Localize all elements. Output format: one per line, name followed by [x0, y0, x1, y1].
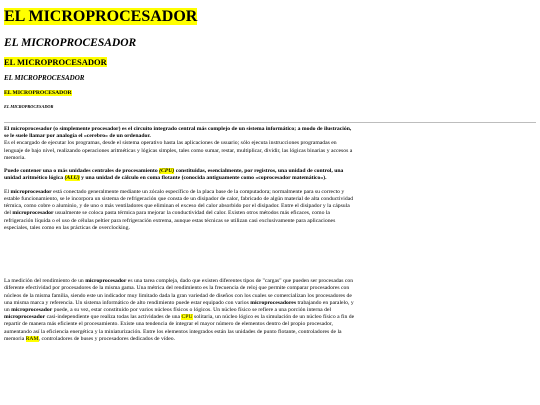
components-text-3: y una unidad de cálculo en coma flotante (conocida antiguamente como «coprocesador matemático»). — [79, 175, 327, 182]
perf-text-2: es una tarea compleja, dado que existen diferentes tipos de "cargas" que pueden ser procesadas con diferente efectividad por procesadores de la misma gama. Una métrica del rendimiento es la frecuencia de reloj que permite comparar procesadores con núcleos de la misma familia, siendo este un indicador muy limitado dada la gran variedad de diseños con los cuales se comercializan los procesadores de una misma marca y referencia. Un sistema informático de alto rendimiento puede estar equipado con varios — [4, 278, 354, 306]
article-body — [4, 126, 356, 349]
perf-term-4: microprocesador — [4, 314, 46, 321]
heading-5-text: EL MICROPROCESADOR — [4, 90, 72, 97]
paragraph-components — [4, 168, 356, 182]
heading-1 — [4, 8, 356, 26]
cooling-text-3: usualmente se coloca pasta térmica para mejorar la conductividad del calor. Existen otros métodos más eficaces, como la refrigeración líquida o el uso de células peltier para refrigeración extrema, aunque estas técnicas se utilizan casi exclusivamente para aplicaciones especiales, tales como en las prácticas de overclocking. — [4, 210, 336, 231]
cooling-text-1: El — [4, 188, 11, 195]
cooling-text-2: está conectado generalmente mediante un zócalo específico de la placa base de la computadora; normalmente para su correcto y estable funcionamiento, se le incorpora un sistema de refrigeración que consta de un disipador de calor, fabricado de algún material de alta conductividad térmica, como cobre o aluminio, y de uno o más ventiladores que eliminan el exceso del calor absorbido por el disipador. Entre el disipador y la cápsula del — [4, 188, 354, 217]
perf-text-4: puede, a su vez, estar constituido por varios núcleos físicos o lógicos. Un núcleo físico se refiere a una porción interna del — [52, 306, 332, 313]
heading-4: EL MICROPROCESADOR — [4, 74, 85, 83]
perf-text-5: casi-independiente que realiza todas las actividades de una — [45, 314, 182, 321]
perf-term-1: microprocesador — [85, 278, 127, 285]
heading-1-text: EL MICROPROCESADOR — [4, 8, 198, 25]
heading-2: EL MICROPROCESADOR — [4, 37, 137, 50]
intro-sentence: El microprocesador (o simplemente procesador) es el circuito integrado central más complejo de un sistema informático; a modo de ilustración, se le suele llamar por analogía el «cerebro» de un ordenador. — [4, 126, 352, 140]
horizontal-rule — [4, 122, 536, 123]
components-text-1: Puede contener una o más unidades centrales de procesamiento — [4, 168, 160, 175]
perf-text-6: solitaria, un núcleo lógico es la simulación de un núcleo físico a fin de repartir de manera más eficiente el procesamiento. Existe una tendencia de integrar el mayor número de elementos dentro del propio procesador, aumentando así la eficiencia energética y la miniaturización. Entre los elementos integrados están las unidades de punto flotante, controladores de la memoria — [4, 314, 355, 342]
cooling-term-1: microprocesador — [10, 188, 52, 195]
heading-6: EL MICROPROCESADOR — [4, 103, 54, 109]
perf-text-3: trabajando en paralelo, y un — [4, 299, 354, 313]
components-text-2: constituidas, esencialmente, por registros, una unidad de control, una unidad aritmético lógica — [4, 168, 344, 182]
heading-3 — [4, 58, 356, 68]
perf-text-7: , controladores de buses y procesadores dedicados de vídeo. — [38, 335, 176, 342]
alu-highlight: (ALU) — [64, 175, 80, 182]
heading-3-text: EL MICROPROCESADOR — [4, 56, 107, 67]
cpu-term-highlight: CPU — [181, 314, 193, 321]
paragraph-intro — [4, 126, 356, 162]
paragraph-gap — [4, 238, 356, 278]
cooling-term-2: microprocesador — [12, 210, 54, 217]
heading-5 — [4, 90, 356, 96]
heading-stack — [4, 8, 356, 110]
paragraph-cooling — [4, 189, 356, 232]
intro-detail: Es el encargado de ejecutar los programas, desde el sistema operativo hasta las aplicaciones de usuario; sólo ejecuta instrucciones programadas en lenguaje de bajo nivel, realizando operaciones aritméticas y lógicas simples, tales como sumar, restar, multiplicar, dividir, las lógicas binarias y accesos a memoria. — [4, 140, 353, 161]
perf-term-2: microprocesadores — [250, 299, 297, 306]
perf-term-3: microprocesador — [11, 306, 53, 313]
paragraph-performance — [4, 278, 356, 343]
cpu-highlight: (CPU) — [159, 168, 175, 175]
ram-term-highlight: RAM — [25, 335, 39, 342]
perf-text-1: La medición del rendimiento de un — [4, 278, 86, 285]
